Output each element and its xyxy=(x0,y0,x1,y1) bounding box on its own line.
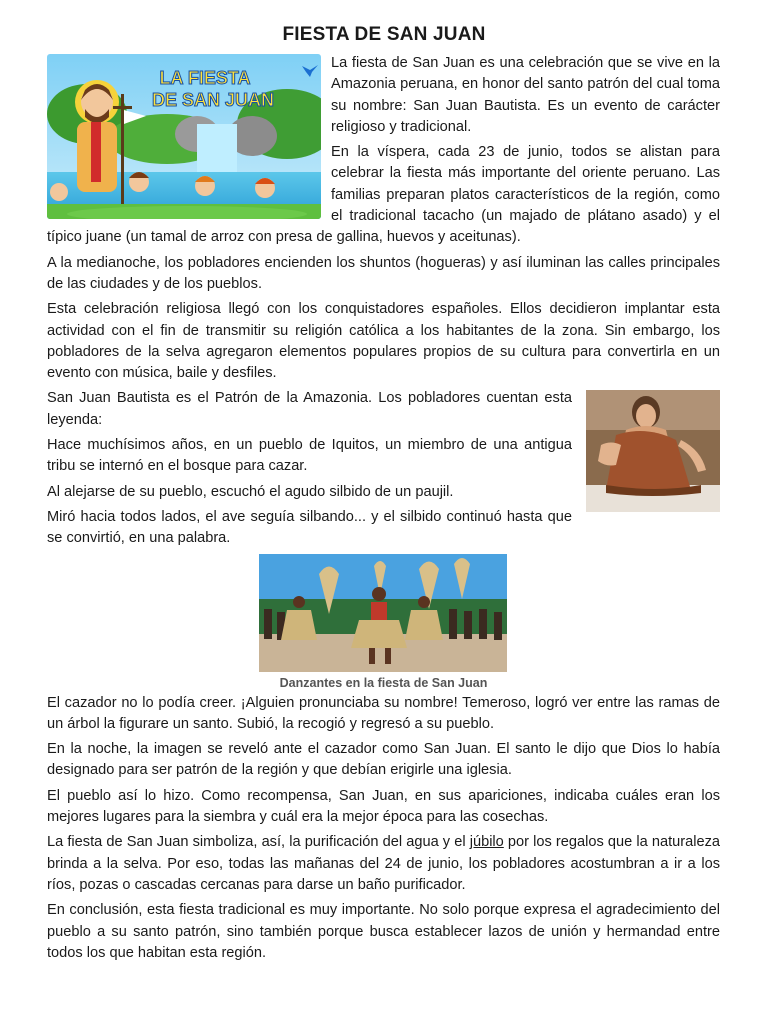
paragraph-11: El pueblo así lo hizo. Como recompensa, San Juan, en sus apariciones, indicaba cuáles eran los mejores lugares para la siembra y cuál era la mejor época para las cosechas. xyxy=(47,787,720,826)
paragraph-6: Hace muchísimos años, en un pueblo de Iquitos, un miembro de una antigua tribu se internó en el bosque para cazar. xyxy=(47,437,572,475)
paragraph-12 xyxy=(47,832,720,896)
saint-statue-photo xyxy=(586,390,720,512)
paragraph-10: En la noche, la imagen se reveló ante el cazador como San Juan. El santo le dijo que Dios lo había designado para ser patrón de la región y que debían erigirle una iglesia. xyxy=(47,741,720,779)
document-title: FIESTA DE SAN JUAN xyxy=(282,24,486,45)
illustration-title-line2: DE SAN JUAN xyxy=(151,90,275,110)
document-body xyxy=(47,53,720,968)
paragraph-12-end: por los regalos que la naturaleza brinda a la selva. Por eso, todas las mañanas del 24 de junio, los pobladores acostumbran a ir a los ríos, pozas o cascadas cercanas para darse un baño purificador. xyxy=(47,834,720,893)
paragraph-13: En conclusión, esta fiesta tradicional es muy importante. No solo porque expresa el agradecimiento del pueblo a su santo patrón, sino también porque busca establecer lazos de unión y hermandad entre todos los que habitan esta región. xyxy=(47,902,720,961)
paragraph-2: En la víspera, cada 23 de junio, todos se alistan para celebrar la fiesta más importante del oriente peruano. Las familias preparan platos característicos de la región, como el tradicional tacacho (un majado de plátano asado) y el típico juane (un tamal de arroz con presa de gallina, huevos y aceitunas). xyxy=(47,144,720,246)
paragraph-12-start: La fiesta de San Juan simboliza, así, la purificación del agua y el xyxy=(47,834,470,851)
fiesta-illustration xyxy=(47,54,321,219)
figure-caption: Danzantes en la fiesta de San Juan xyxy=(279,675,488,690)
paragraph-7: Al alejarse de su pueblo, escuchó el agudo silbido de un paujil. xyxy=(47,483,454,500)
paragraph-3: A la medianoche, los pobladores encienden los shuntos (hogueras) y así iluminan las calles principales de las ciudades y de los pueblos. xyxy=(47,254,720,292)
dancers-figure xyxy=(259,554,509,691)
dancers-photo xyxy=(259,554,507,672)
paragraph-4: Esta celebración religiosa llegó con los conquistadores españoles. Ellos decidieron implantar esta actividad con el fin de transmitir su religión católica a los habitantes de la zona. Sin embargo, los pobladores de la selva agregaron elementos populares propios de su cultura para convertirla en un evento con música, baile y desfiles. xyxy=(47,301,720,382)
illustration-title-line1: LA FIESTA xyxy=(159,68,251,88)
paragraph-9: El cazador no lo podía creer. ¡Alguien pronunciaba su nombre! Temeroso, logró ver entre las ramas de un árbol la figurare un santo. Subió, la recogió y regresó a su pueblo. xyxy=(47,694,720,732)
paragraph-1: La fiesta de San Juan es una celebración que se vive en la Amazonia peruana, en honor del santo patrón del cual toma su nombre: San Juan Bautista. Es un evento de carácter religioso y tradicional. xyxy=(331,55,720,135)
paragraph-5: San Juan Bautista es el Patrón de la Amazonia. Los pobladores cuentan esta leyenda: xyxy=(47,390,572,428)
underlined-word: júbilo xyxy=(469,834,504,851)
paragraph-8: Miró hacia todos lados, el ave seguía silbando... y el silbido continuó hasta que se convirtió, en una palabra. xyxy=(47,508,572,547)
